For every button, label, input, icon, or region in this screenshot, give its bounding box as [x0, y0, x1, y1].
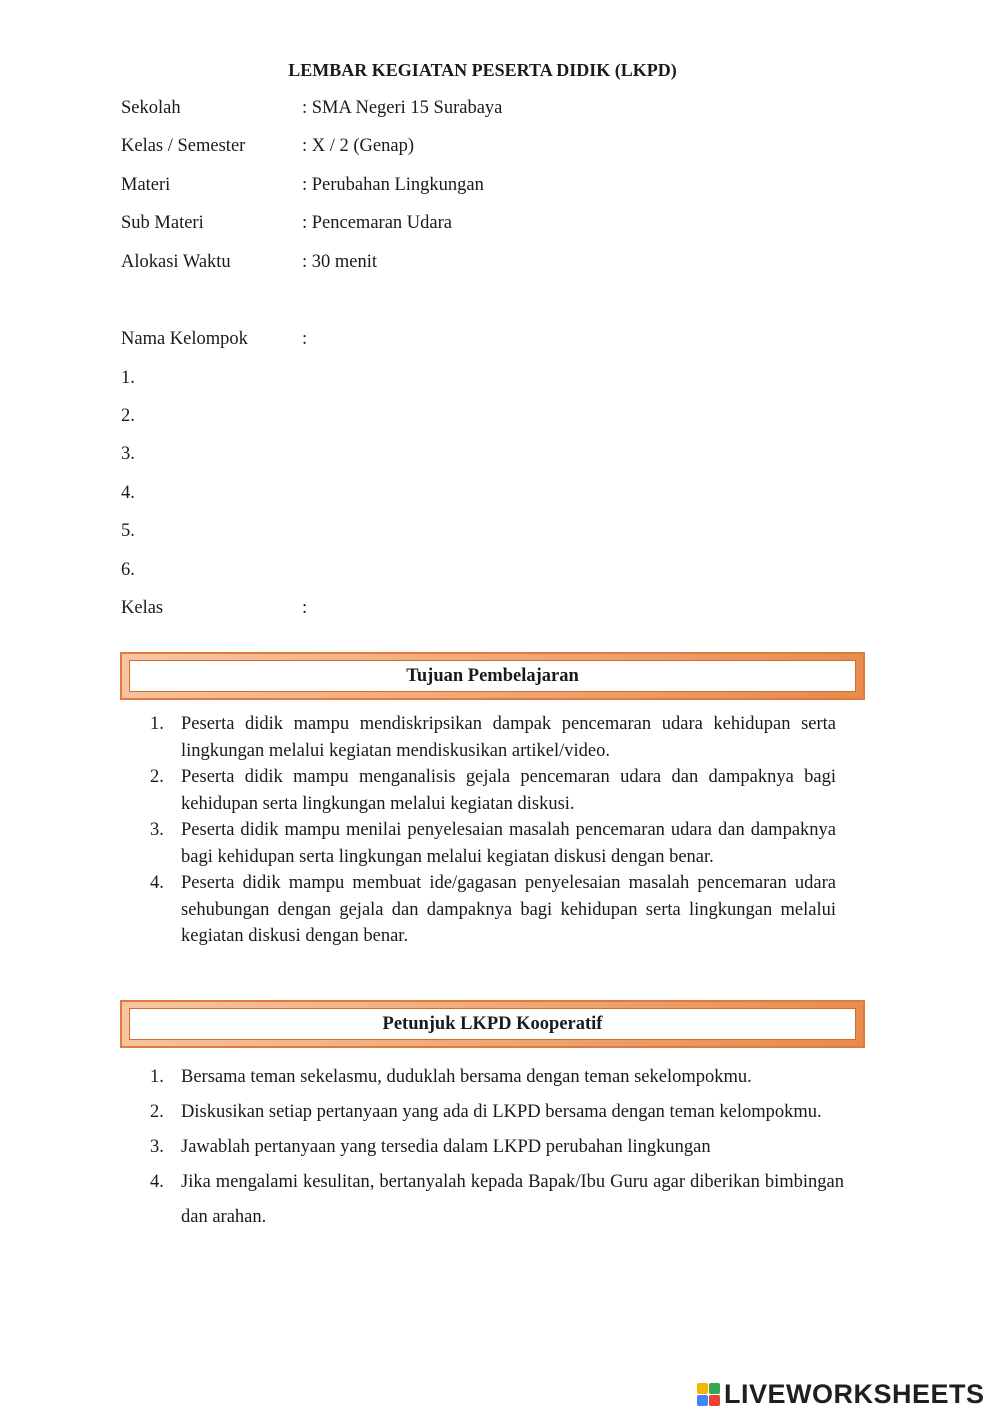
list-item-text: Peserta didik mampu menganalisis gejala pencemaran udara dan dampaknya bagi kehidupan serta lingkungan melalui kegiatan diskusi. — [181, 767, 836, 814]
list-item-number: 2. — [150, 767, 164, 787]
info-label: Kelas / Semester — [121, 136, 246, 156]
info-row-materi — [121, 175, 484, 196]
logo-tile — [709, 1395, 720, 1406]
petunjuk-heading: Petunjuk LKPD Kooperatif — [129, 1008, 856, 1040]
list-item-number: 3. — [150, 1137, 164, 1157]
document-title: LEMBAR KEGIATAN PESERTA DIDIK (LKPD) — [288, 60, 677, 80]
list-item-text: Diskusikan setiap pertanyaan yang ada di LKPD bersama dengan teman kelompokmu. — [181, 1102, 822, 1122]
list-item — [150, 1165, 844, 1235]
info-value: : X / 2 (Genap) — [302, 136, 414, 156]
info-label: Materi — [121, 175, 171, 195]
list-item-text: Bersama teman sekelasmu, duduklah bersama dengan teman sekelompokmu. — [181, 1067, 752, 1087]
list-item-number: 1. — [150, 714, 164, 734]
tujuan-heading: Tujuan Pembelajaran — [129, 660, 856, 692]
info-label: Alokasi Waktu — [121, 252, 231, 272]
class-row — [121, 598, 307, 619]
group-member-3[interactable]: 3. — [121, 444, 135, 464]
list-item-text: Peserta didik mampu menilai penyelesaian masalah pencemaran udara dan dampaknya bagi kehidupan serta lingkungan melalui kegiatan diskusi dengan benar. — [181, 820, 836, 867]
list-item-text: Peserta didik mampu membuat ide/gagasan penyelesaian masalah pencemaran udara sehubungan dengan gejala dan dampaknya bagi kehidupan serta lingkungan melalui kegiatan diskusi dengan benar. — [181, 873, 836, 946]
info-value: : Pencemaran Udara — [302, 213, 452, 233]
liveworksheets-brand[interactable] — [697, 1377, 993, 1411]
info-row-alokasi-waktu — [121, 252, 377, 273]
info-value: : 30 menit — [302, 252, 378, 272]
liveworksheets-logo-icon — [697, 1383, 720, 1406]
list-item — [150, 870, 836, 950]
list-item-text: Peserta didik mampu mendiskripsikan dampak pencemaran udara kehidupan serta lingkungan melalui kegiatan mendiskusikan artikel/video. — [181, 714, 836, 761]
info-value: : SMA Negeri 15 Surabaya — [302, 98, 503, 118]
list-item-text: Jawablah pertanyaan yang tersedia dalam LKPD perubahan lingkungan — [181, 1137, 711, 1157]
logo-tile — [697, 1395, 708, 1406]
list-item — [150, 1060, 844, 1095]
group-member-1[interactable]: 1. — [121, 368, 135, 388]
class-field[interactable]: : — [302, 598, 308, 618]
group-name-row — [121, 329, 307, 350]
group-member-4[interactable]: 4. — [121, 483, 135, 503]
group-name-label: Nama Kelompok — [121, 329, 248, 349]
list-item-number: 4. — [150, 873, 164, 893]
list-item — [150, 711, 836, 764]
group-name-field[interactable]: : — [302, 329, 308, 349]
petunjuk-list — [150, 1060, 844, 1235]
logo-tile — [709, 1383, 720, 1394]
list-item-number: 3. — [150, 820, 164, 840]
list-item-number: 2. — [150, 1102, 164, 1122]
brand-text: LIVEWORKSHEETS — [724, 1378, 985, 1409]
group-member-6[interactable]: 6. — [121, 560, 135, 580]
class-label: Kelas — [121, 598, 164, 618]
list-item — [150, 1130, 844, 1165]
group-member-5[interactable]: 5. — [121, 521, 135, 541]
list-item — [150, 1095, 844, 1130]
tujuan-list — [150, 711, 836, 950]
list-item-text: Jika mengalami kesulitan, bertanyalah kepada Bapak/Ibu Guru agar diberikan bimbingan dan arahan. — [181, 1172, 844, 1227]
tujuan-heading-box — [120, 652, 865, 700]
info-label: Sub Materi — [121, 213, 204, 233]
info-label: Sekolah — [121, 98, 181, 118]
info-row-sub-materi — [121, 213, 452, 234]
logo-tile — [697, 1383, 708, 1394]
info-row-kelas-semester — [121, 136, 414, 157]
list-item — [150, 817, 836, 870]
list-item-number: 4. — [150, 1172, 164, 1192]
group-member-2[interactable]: 2. — [121, 406, 135, 426]
info-row-sekolah — [121, 98, 502, 119]
petunjuk-heading-box — [120, 1000, 865, 1048]
info-value: : Perubahan Lingkungan — [302, 175, 484, 195]
list-item-number: 1. — [150, 1067, 164, 1087]
list-item — [150, 764, 836, 817]
